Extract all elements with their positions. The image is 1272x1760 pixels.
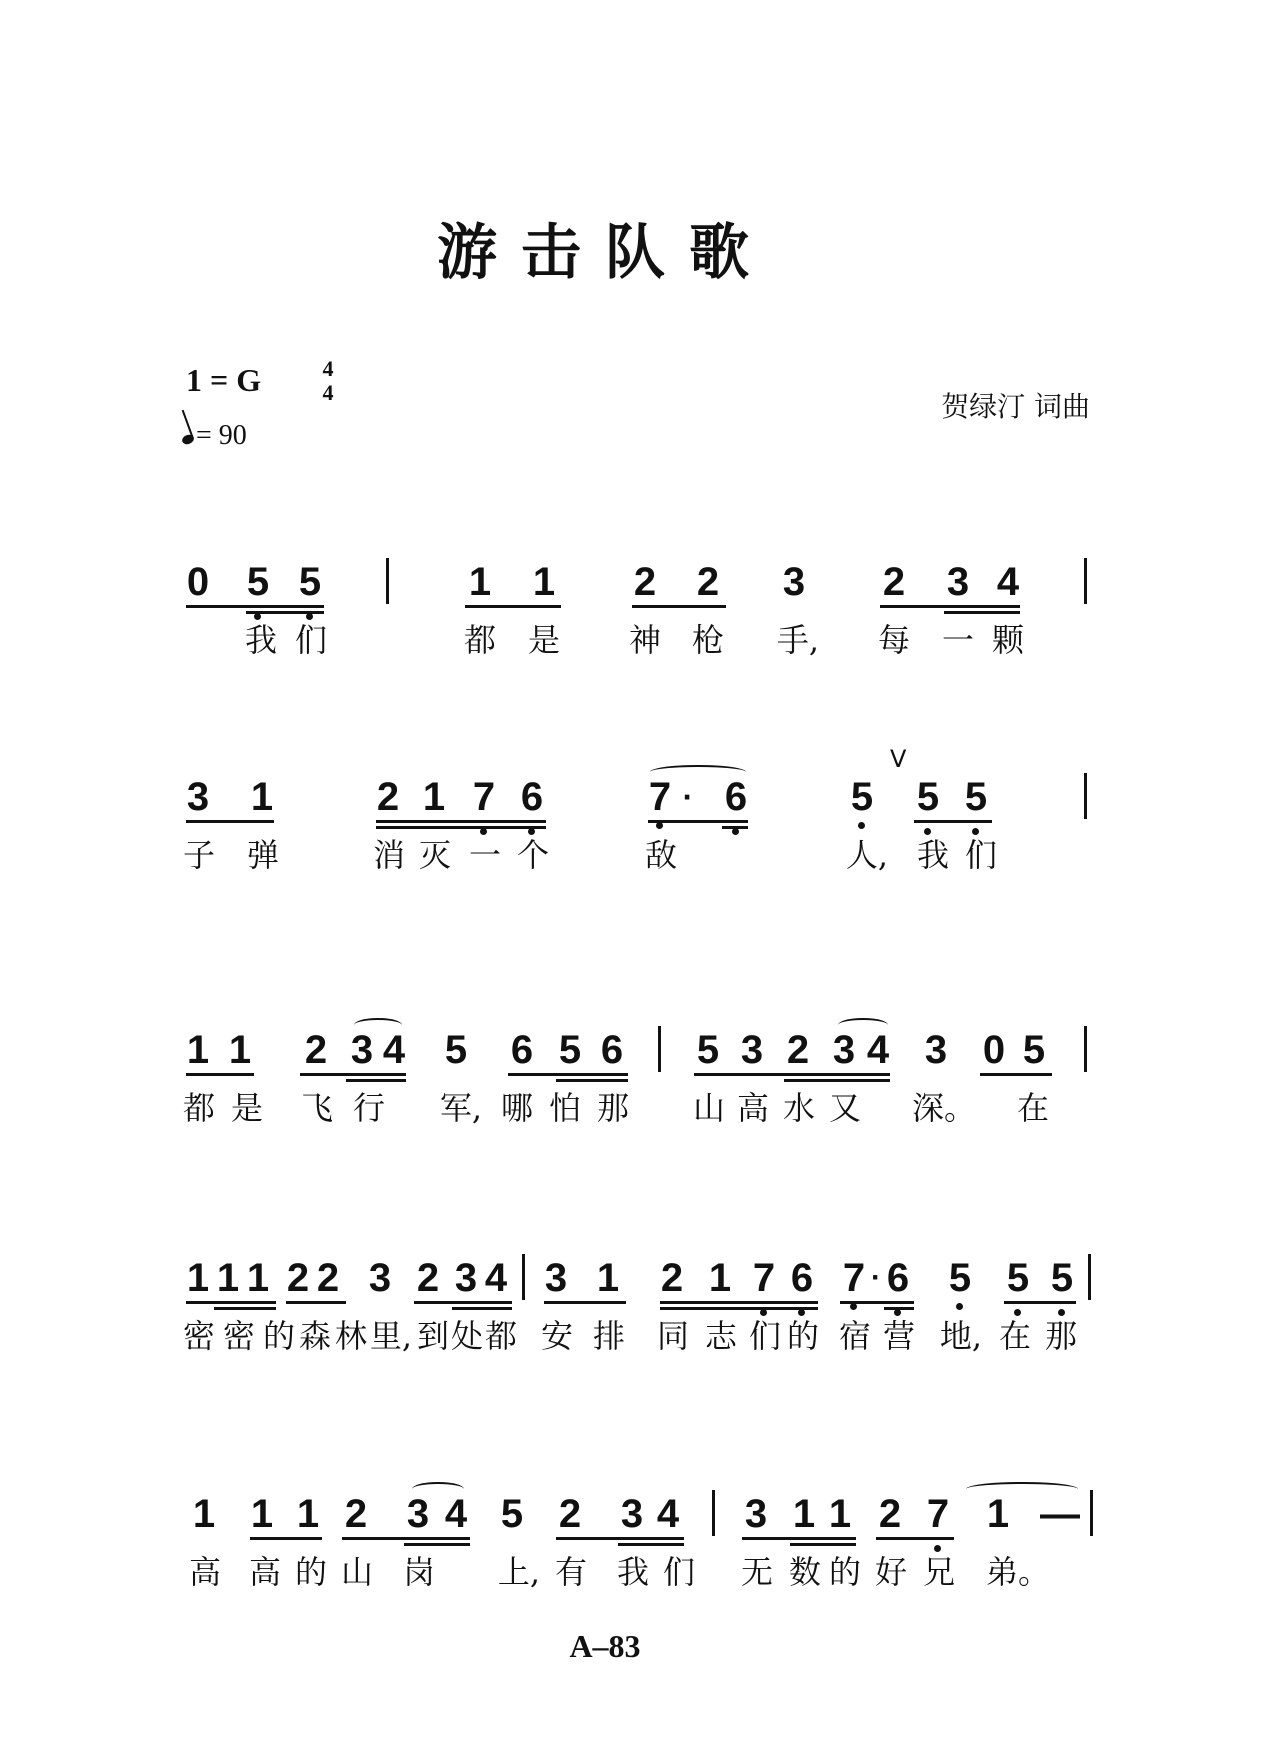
eighth-beam bbox=[286, 1301, 346, 1304]
note: 1 bbox=[828, 1492, 852, 1536]
note: 2 bbox=[696, 560, 720, 604]
eighth-beam bbox=[694, 1073, 890, 1076]
note: 3 bbox=[368, 1256, 392, 1300]
eighth-beam bbox=[186, 820, 274, 823]
bar-line bbox=[386, 558, 389, 604]
time-signature bbox=[316, 357, 340, 405]
low-octave-dot bbox=[894, 1309, 901, 1316]
note: 2 bbox=[416, 1256, 440, 1300]
bar-line bbox=[1084, 773, 1087, 819]
bar-line bbox=[712, 1490, 715, 1536]
note: 5 bbox=[298, 560, 322, 604]
lyric-syllable: 我 bbox=[916, 836, 949, 874]
tempo-value: = 90 bbox=[196, 420, 247, 451]
bar-line bbox=[1090, 1490, 1093, 1536]
score-row-3 bbox=[0, 1028, 1272, 1198]
note: 3 bbox=[744, 1492, 768, 1536]
note: 2 bbox=[660, 1256, 684, 1300]
lyric-syllable: 弟。 bbox=[986, 1553, 1051, 1591]
note: 7 bbox=[842, 1256, 866, 1300]
note: 6 bbox=[520, 775, 544, 819]
note: 3 bbox=[454, 1256, 478, 1300]
eighth-beam bbox=[632, 605, 726, 608]
lyric-syllable: 高 bbox=[188, 1553, 221, 1591]
note: 3 bbox=[186, 775, 210, 819]
note: 5 bbox=[964, 775, 988, 819]
eighth-beam bbox=[980, 1073, 1052, 1076]
note: 1 bbox=[596, 1256, 620, 1300]
lyric-syllable: 那 bbox=[1044, 1317, 1077, 1355]
lyric-syllable: 神 bbox=[628, 621, 661, 659]
note: 2 bbox=[558, 1492, 582, 1536]
note: — bbox=[1040, 1492, 1080, 1536]
lyric-syllable: 我 bbox=[244, 621, 277, 659]
note: 2 bbox=[878, 1492, 902, 1536]
note: 5 bbox=[500, 1492, 524, 1536]
lyric-syllable: 怕 bbox=[548, 1089, 581, 1127]
note: 2 bbox=[633, 560, 657, 604]
note: 1 bbox=[708, 1256, 732, 1300]
low-octave-dot bbox=[924, 828, 931, 835]
lyric-syllable: 一 bbox=[468, 836, 501, 874]
tempo-marking bbox=[182, 420, 247, 452]
lyric-syllable: 们 bbox=[964, 836, 997, 874]
eighth-beam bbox=[880, 605, 1020, 608]
note: 3 bbox=[924, 1028, 948, 1072]
dot-extension: · bbox=[871, 1261, 881, 1294]
note: 1 bbox=[228, 1028, 252, 1072]
note: 0 bbox=[982, 1028, 1006, 1072]
note: 4 bbox=[656, 1492, 680, 1536]
eighth-beam bbox=[544, 1301, 626, 1304]
note: 6 bbox=[790, 1256, 814, 1300]
low-octave-dot bbox=[254, 613, 261, 620]
note: 2 bbox=[376, 775, 400, 819]
note: 6 bbox=[600, 1028, 624, 1072]
note: 1 bbox=[422, 775, 446, 819]
lyric-syllable: 有 bbox=[554, 1553, 587, 1591]
lyric-syllable: 飞 bbox=[300, 1089, 333, 1127]
note: 7 bbox=[648, 775, 672, 819]
note: 7 bbox=[472, 775, 496, 819]
note: 3 bbox=[350, 1028, 374, 1072]
note: 6 bbox=[886, 1256, 910, 1300]
lyric-syllable: 无 bbox=[740, 1553, 773, 1591]
lyric-syllable: 地, bbox=[939, 1317, 983, 1355]
low-octave-dot bbox=[656, 822, 663, 829]
lyric-syllable: 营 bbox=[882, 1317, 915, 1355]
note: 3 bbox=[620, 1492, 644, 1536]
lyric-syllable: 人, bbox=[845, 836, 889, 874]
lyric-syllable: 一 bbox=[941, 621, 974, 659]
sixteenth-beam bbox=[404, 1543, 470, 1546]
note: 4 bbox=[484, 1256, 508, 1300]
note: 3 bbox=[782, 560, 806, 604]
sixteenth-beam bbox=[618, 1543, 684, 1546]
lyric-syllable: 哪 bbox=[500, 1089, 533, 1127]
low-octave-dot bbox=[956, 1303, 963, 1310]
lyric-syllable: 弹 bbox=[246, 836, 279, 874]
eighth-beam bbox=[914, 820, 992, 823]
note: 5 bbox=[916, 775, 940, 819]
lyric-syllable: 敌 bbox=[644, 836, 677, 874]
note: 5 bbox=[558, 1028, 582, 1072]
sixteenth-beam bbox=[214, 1307, 276, 1310]
lyric-syllable: 枪 bbox=[691, 621, 724, 659]
bar-line bbox=[1084, 558, 1087, 604]
note: 2 bbox=[304, 1028, 328, 1072]
note: 7 bbox=[752, 1256, 776, 1300]
note: 2 bbox=[286, 1256, 310, 1300]
eighth-beam bbox=[1004, 1301, 1076, 1304]
lyric-syllable: 消 bbox=[372, 836, 405, 874]
lyric-syllable: 都 bbox=[182, 1089, 215, 1127]
eighth-beam bbox=[556, 1537, 684, 1540]
note: 1 bbox=[186, 1028, 210, 1072]
note: 1 bbox=[246, 1256, 270, 1300]
sixteenth-beam bbox=[346, 1079, 406, 1082]
lyric-syllable: 密 bbox=[182, 1317, 215, 1355]
lyric-syllable: 排 bbox=[592, 1317, 625, 1355]
note: 1 bbox=[192, 1492, 216, 1536]
lyric-syllable: 都 bbox=[484, 1317, 517, 1355]
note: 1 bbox=[216, 1256, 240, 1300]
lyric-syllable: 们 bbox=[662, 1553, 695, 1591]
page-number: A–83 bbox=[569, 1628, 641, 1664]
lyric-syllable: 同 bbox=[656, 1317, 689, 1355]
sixteenth-beam bbox=[452, 1307, 512, 1310]
lyric-syllable: 志 bbox=[704, 1317, 737, 1355]
note: 3 bbox=[946, 560, 970, 604]
lyric-syllable: 深。 bbox=[912, 1089, 977, 1127]
lyric-syllable: 个 bbox=[516, 836, 549, 874]
eighth-beam bbox=[250, 1537, 322, 1540]
lyric-syllable: 的 bbox=[786, 1317, 819, 1355]
eighth-beam bbox=[376, 820, 546, 823]
note: 6 bbox=[510, 1028, 534, 1072]
sixteenth-beam bbox=[944, 611, 1020, 614]
lyric-syllable: 水 bbox=[782, 1089, 815, 1127]
eighth-beam bbox=[414, 1301, 512, 1304]
bar-line bbox=[1088, 1254, 1091, 1300]
breath-mark: V bbox=[890, 745, 907, 773]
note: 5 bbox=[444, 1028, 468, 1072]
note: 4 bbox=[996, 560, 1020, 604]
note: 5 bbox=[246, 560, 270, 604]
note: 3 bbox=[740, 1028, 764, 1072]
dot-extension: · bbox=[682, 779, 694, 815]
time-signature-top: 4 bbox=[322, 356, 334, 381]
lyric-syllable: 的 bbox=[294, 1553, 327, 1591]
quarter-note-icon bbox=[181, 433, 195, 446]
sixteenth-beam bbox=[790, 1543, 856, 1546]
note: 4 bbox=[444, 1492, 468, 1536]
sixteenth-beam bbox=[784, 1079, 890, 1082]
note: 5 bbox=[1006, 1256, 1030, 1300]
low-octave-dot bbox=[1058, 1309, 1065, 1316]
sixteenth-beam bbox=[660, 1307, 818, 1310]
lyric-syllable: 行 bbox=[352, 1089, 385, 1127]
lyric-syllable: 在 bbox=[998, 1317, 1031, 1355]
note: 7 bbox=[926, 1492, 950, 1536]
lyric-syllable: 高 bbox=[736, 1089, 769, 1127]
eighth-beam bbox=[465, 605, 561, 608]
low-octave-dot bbox=[528, 828, 535, 835]
lyric-syllable: 颗 bbox=[991, 621, 1024, 659]
lyric-syllable: 高 bbox=[248, 1553, 281, 1591]
low-octave-dot bbox=[760, 1309, 767, 1316]
low-octave-dot bbox=[480, 828, 487, 835]
lyric-syllable: 林 bbox=[334, 1317, 367, 1355]
eighth-beam bbox=[648, 820, 748, 823]
low-octave-dot bbox=[858, 822, 865, 829]
lyric-syllable: 安 bbox=[540, 1317, 573, 1355]
lyric-syllable: 兄 bbox=[922, 1553, 955, 1591]
lyric-syllable: 处 bbox=[450, 1317, 483, 1355]
key-signature: 1 = G bbox=[186, 362, 262, 398]
note: 3 bbox=[832, 1028, 856, 1072]
note: 2 bbox=[316, 1256, 340, 1300]
lyric-syllable: 子 bbox=[182, 836, 215, 874]
lyric-syllable: 上, bbox=[497, 1553, 541, 1591]
time-signature-bottom: 4 bbox=[322, 380, 334, 405]
note: 1 bbox=[250, 775, 274, 819]
low-octave-dot bbox=[306, 613, 313, 620]
note: 2 bbox=[344, 1492, 368, 1536]
lyric-syllable: 是 bbox=[230, 1089, 263, 1127]
eighth-beam bbox=[876, 1537, 954, 1540]
bar-line bbox=[658, 1026, 661, 1072]
low-octave-dot bbox=[798, 1309, 805, 1316]
note: 0 bbox=[186, 560, 210, 604]
lyric-syllable: 好 bbox=[874, 1553, 907, 1591]
lyric-syllable: 是 bbox=[527, 621, 560, 659]
note: 1 bbox=[986, 1492, 1010, 1536]
lyric-syllable: 都 bbox=[463, 621, 496, 659]
song-title: 游击队歌 bbox=[437, 218, 773, 288]
note: 3 bbox=[406, 1492, 430, 1536]
eighth-beam bbox=[342, 1537, 470, 1540]
note: 1 bbox=[792, 1492, 816, 1536]
lyric-syllable: 每 bbox=[877, 621, 910, 659]
low-octave-dot bbox=[850, 1303, 857, 1310]
bar-line bbox=[522, 1254, 525, 1300]
note: 1 bbox=[186, 1256, 210, 1300]
lyric-syllable: 的 bbox=[828, 1553, 861, 1591]
lyric-syllable: 那 bbox=[596, 1089, 629, 1127]
eighth-beam bbox=[186, 605, 324, 608]
eighth-beam bbox=[508, 1073, 628, 1076]
note: 2 bbox=[786, 1028, 810, 1072]
lyric-syllable: 数 bbox=[788, 1553, 821, 1591]
lyric-syllable: 密 bbox=[222, 1317, 255, 1355]
note: 5 bbox=[696, 1028, 720, 1072]
eighth-beam bbox=[186, 1301, 276, 1304]
lyric-syllable: 在 bbox=[1016, 1089, 1049, 1127]
low-octave-dot bbox=[1014, 1309, 1021, 1316]
eighth-beam bbox=[742, 1537, 856, 1540]
lyric-syllable: 我 bbox=[616, 1553, 649, 1591]
lyric-syllable: 们 bbox=[294, 621, 327, 659]
note: 5 bbox=[948, 1256, 972, 1300]
score-row-2 bbox=[0, 745, 1272, 945]
note: 5 bbox=[1022, 1028, 1046, 1072]
note: 2 bbox=[882, 560, 906, 604]
lyric-syllable: 又 bbox=[828, 1089, 861, 1127]
eighth-beam bbox=[300, 1073, 406, 1076]
lyric-syllable: 军, bbox=[439, 1089, 483, 1127]
low-octave-dot bbox=[732, 828, 739, 835]
score-row-1 bbox=[0, 560, 1272, 730]
note: 1 bbox=[296, 1492, 320, 1536]
score-row-4 bbox=[0, 1256, 1272, 1426]
eighth-beam bbox=[186, 1073, 254, 1076]
composer-credit: 贺绿汀 词曲 bbox=[941, 390, 1090, 423]
lyric-syllable: 的 bbox=[262, 1317, 295, 1355]
lyric-syllable: 里, bbox=[369, 1317, 413, 1355]
lyric-syllable: 们 bbox=[748, 1317, 781, 1355]
eighth-beam bbox=[660, 1301, 818, 1304]
sixteenth-beam bbox=[556, 1079, 628, 1082]
note: 5 bbox=[1050, 1256, 1074, 1300]
note: 1 bbox=[532, 560, 556, 604]
low-octave-dot bbox=[934, 1545, 941, 1552]
lyric-syllable: 山 bbox=[692, 1089, 725, 1127]
note: 4 bbox=[382, 1028, 406, 1072]
note: 5 bbox=[850, 775, 874, 819]
lyric-syllable: 到 bbox=[416, 1317, 449, 1355]
lyric-syllable: 宿 bbox=[838, 1317, 871, 1355]
note: 6 bbox=[724, 775, 748, 819]
low-octave-dot bbox=[972, 828, 979, 835]
lyric-syllable: 灭 bbox=[418, 836, 451, 874]
lyric-syllable: 手, bbox=[776, 621, 820, 659]
note: 1 bbox=[468, 560, 492, 604]
lyric-syllable: 岗 bbox=[402, 1553, 435, 1591]
note: 3 bbox=[544, 1256, 568, 1300]
note: 4 bbox=[866, 1028, 890, 1072]
note: 1 bbox=[250, 1492, 274, 1536]
bar-line bbox=[1084, 1026, 1087, 1072]
lyric-syllable: 山 bbox=[340, 1553, 373, 1591]
lyric-syllable: 森 bbox=[298, 1317, 331, 1355]
sixteenth-beam bbox=[376, 826, 546, 829]
